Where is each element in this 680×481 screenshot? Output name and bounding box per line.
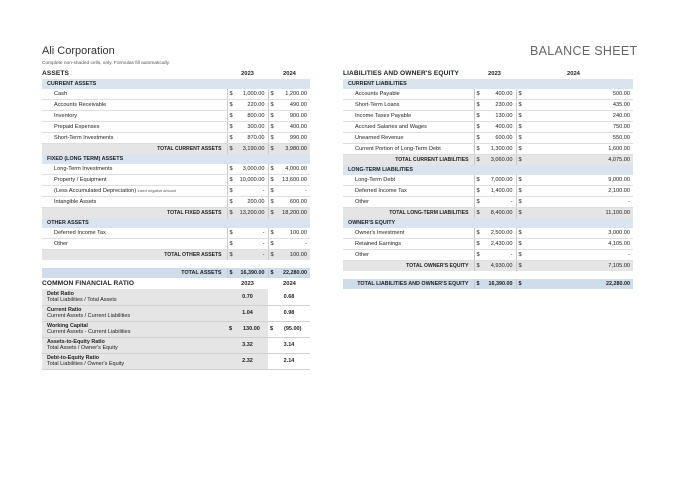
total-current-liabilities-value-2023: 3,060.00 xyxy=(482,155,516,166)
current-asset-currency-2024: $ xyxy=(268,122,276,133)
other-asset-value-2023[interactable]: - xyxy=(235,239,268,250)
total-assets-value-2023: 16,390.00 xyxy=(235,268,268,278)
current-liability-row xyxy=(343,100,633,111)
total-other-assets-label: TOTAL OTHER ASSETS xyxy=(42,250,227,261)
longterm-liability-label-text: Long-Term Debt xyxy=(355,177,396,183)
total-assets-value-2024: 22,280.00 xyxy=(276,268,310,278)
total-fixed-assets-currency-2023: $ xyxy=(227,208,235,219)
other-asset-value-2023[interactable]: - xyxy=(235,228,268,239)
current-asset-row xyxy=(42,100,310,111)
owners-equity-header xyxy=(343,218,633,228)
liabilities-section-title: LIABILITIES AND OWNER'S EQUITY xyxy=(343,70,460,77)
document-title: BALANCE SHEET xyxy=(530,44,638,58)
current-liability-label-text: Accounts Payable xyxy=(355,91,400,97)
ratio-row xyxy=(42,353,310,369)
ratio-name: Assets-to-Equity Ratio xyxy=(47,338,105,345)
total-owners-equity-value-2024: 7,105.00 xyxy=(524,261,633,272)
current-asset-row xyxy=(42,89,310,100)
total-longterm-liabilities-value-2024: 11,100.00 xyxy=(524,208,633,219)
liabilities-year-2023: 2023 xyxy=(488,71,501,77)
current-liability-label xyxy=(343,144,474,155)
longterm-liability-currency-2023: $ xyxy=(474,197,482,208)
ratio-name: Debt-to-Equity Ratio xyxy=(47,354,100,361)
current-asset-label-text: Accounts Receivable xyxy=(54,102,107,108)
current-asset-currency-2024: $ xyxy=(268,89,276,100)
current-liability-row xyxy=(343,111,633,122)
current-asset-label xyxy=(42,89,227,100)
current-assets-header xyxy=(42,79,310,89)
equity-item-label xyxy=(343,239,474,250)
ratio-row xyxy=(42,305,310,321)
total-fixed-assets xyxy=(42,208,310,219)
current-asset-label-text: Short-Term Investments xyxy=(54,135,114,141)
total-current-assets-label: TOTAL CURRENT ASSETS xyxy=(42,144,227,155)
fixed-asset-label xyxy=(42,197,227,208)
equity-item-currency-2023: $ xyxy=(474,250,482,261)
liabilities-table xyxy=(343,79,633,289)
current-asset-label xyxy=(42,122,227,133)
equity-item-currency-2024: $ xyxy=(516,228,524,239)
equity-item-value-2024[interactable]: 4,105.00 xyxy=(524,239,633,250)
current-liability-value-2023[interactable]: 600.00 xyxy=(482,133,516,144)
current-liability-row xyxy=(343,122,633,133)
fixed-asset-currency-2024: $ xyxy=(268,186,276,197)
total-current-assets-currency-2023: $ xyxy=(227,144,235,155)
total-other-assets-value-2024: 100.00 xyxy=(276,250,310,261)
total-longterm-liabilities-currency-2023: $ xyxy=(474,208,482,219)
total-liabilities-and-equity xyxy=(343,279,633,289)
longterm-liabilities-header xyxy=(343,165,633,175)
other-asset-label xyxy=(42,239,227,250)
total-liabilities-and-equity-value-2023: 16,390.00 xyxy=(482,279,516,289)
ratio-value-2024: 2.14 xyxy=(283,358,295,364)
current-liability-value-2024[interactable]: 435.00 xyxy=(524,100,633,111)
ratio-name: Current Ratio xyxy=(47,306,82,313)
longterm-liability-value-2023[interactable]: 7,000.00 xyxy=(482,175,516,186)
ratio-number-2023: 130.00 xyxy=(243,326,260,332)
current-liability-value-2024[interactable]: 240.00 xyxy=(524,111,633,122)
assets-year-2024: 2024 xyxy=(283,71,296,77)
current-asset-label xyxy=(42,133,227,144)
ratio-formula: Current Assets / Current Liabilities xyxy=(47,313,131,319)
ratio-value-2024: 0.68 xyxy=(283,293,295,300)
current-asset-label-text: Cash xyxy=(54,91,68,97)
ratio-value-2023: 3.32 xyxy=(227,337,268,353)
other-asset-currency-2023: $ xyxy=(227,228,235,239)
fixed-asset-value-2024[interactable]: 4,000.00 xyxy=(276,164,310,175)
current-asset-currency-2023: $ xyxy=(227,133,235,144)
ratio-name: Working Capital xyxy=(47,322,88,329)
ratio-value-2023: 1.04 xyxy=(227,305,268,321)
current-liability-currency-2024: $ xyxy=(516,89,524,100)
total-assets-currency-2024: $ xyxy=(268,268,276,278)
ratios-table xyxy=(42,289,310,370)
current-asset-value-2023[interactable]: 1,000.00 xyxy=(235,89,268,100)
fixed-asset-value-2023[interactable]: 10,000.00 xyxy=(235,175,268,186)
total-assets-currency-2023: $ xyxy=(227,268,235,278)
total-other-assets xyxy=(42,250,310,261)
fixed-asset-value-2024[interactable]: - xyxy=(276,186,310,197)
current-asset-currency-2024: $ xyxy=(268,100,276,111)
current-asset-value-2024[interactable]: 400.00 xyxy=(276,122,310,133)
longterm-liability-value-2023[interactable]: 1,400.00 xyxy=(482,186,516,197)
ratio-label xyxy=(42,305,227,321)
fixed-asset-row xyxy=(42,186,310,197)
fixed-asset-currency-2024: $ xyxy=(268,175,276,186)
current-liability-currency-2023: $ xyxy=(474,133,482,144)
fixed-asset-value-2023[interactable]: - xyxy=(235,186,268,197)
ratio-currency-2024: $ xyxy=(270,326,274,332)
current-asset-value-2023[interactable]: 220.00 xyxy=(235,100,268,111)
ratio-value-2023 xyxy=(227,321,268,337)
equity-item-label xyxy=(343,250,474,261)
current-liability-label-text: Short-Term Loans xyxy=(355,102,400,108)
ratios-year-2023: 2023 xyxy=(241,281,254,287)
longterm-liability-row xyxy=(343,186,633,197)
ratio-value-2024: 0.98 xyxy=(283,310,295,316)
fixed-asset-currency-2023: $ xyxy=(227,197,235,208)
fixed-asset-value-2024[interactable]: 600.00 xyxy=(276,197,310,208)
longterm-liability-currency-2023: $ xyxy=(474,175,482,186)
total-current-assets-value-2024: 3,980.00 xyxy=(276,144,310,155)
total-longterm-liabilities xyxy=(343,208,633,219)
other-asset-label xyxy=(42,228,227,239)
fixed-asset-note: insert negative amount xyxy=(137,189,177,193)
total-liabilities-and-equity-currency-2023: $ xyxy=(474,279,482,289)
current-liability-label xyxy=(343,122,474,133)
ratio-formula: Total Liabilities / Total Assets xyxy=(47,296,117,303)
current-liability-value-2023[interactable]: 400.00 xyxy=(482,89,516,100)
instructions-text: Complete non-shaded cells, only. Formulas fill automatically. xyxy=(42,61,171,66)
current-liability-value-2024[interactable]: 550.00 xyxy=(524,133,633,144)
current-asset-currency-2023: $ xyxy=(227,122,235,133)
other-asset-row xyxy=(42,239,310,250)
longterm-liability-label-text: Deferred Income Tax xyxy=(355,188,407,194)
fixed-assets-header-label: FIXED (LONG TERM) ASSETS xyxy=(42,154,310,164)
liabilities-year-2024: 2024 xyxy=(567,71,580,77)
current-liability-value-2024[interactable]: 1,600.00 xyxy=(524,144,633,155)
current-liability-value-2024[interactable]: 500.00 xyxy=(524,89,633,100)
other-asset-currency-2023: $ xyxy=(227,239,235,250)
total-current-liabilities-label: TOTAL CURRENT LIABILITIES xyxy=(343,155,474,166)
current-liability-currency-2024: $ xyxy=(516,133,524,144)
total-fixed-assets-currency-2024: $ xyxy=(268,208,276,219)
current-liabilities-header xyxy=(343,79,633,89)
longterm-liability-label xyxy=(343,186,474,197)
longterm-liability-label-text: Other xyxy=(355,199,369,205)
current-liability-value-2024[interactable]: 750.00 xyxy=(524,122,633,133)
assets-section-title: ASSETS xyxy=(42,70,69,77)
total-assets-label: TOTAL ASSETS xyxy=(42,268,227,278)
current-asset-currency-2023: $ xyxy=(227,100,235,111)
current-liability-currency-2024: $ xyxy=(516,144,524,155)
total-longterm-liabilities-currency-2024: $ xyxy=(516,208,524,219)
total-longterm-liabilities-value-2023: 8,400.00 xyxy=(482,208,516,219)
current-liability-row xyxy=(343,144,633,155)
equity-item-value-2023[interactable]: 2,430.00 xyxy=(482,239,516,250)
equity-item-value-2023[interactable]: 2,500.00 xyxy=(482,228,516,239)
ratio-value-2024 xyxy=(268,321,310,337)
total-owners-equity-currency-2023: $ xyxy=(474,261,482,272)
current-asset-value-2024[interactable]: 990.00 xyxy=(276,133,310,144)
longterm-liability-value-2024[interactable]: 2,100.00 xyxy=(524,186,633,197)
current-liabilities-header-label: CURRENT LIABILITIES xyxy=(343,79,633,89)
longterm-liability-currency-2024: $ xyxy=(516,197,524,208)
current-asset-label xyxy=(42,100,227,111)
equity-item-row xyxy=(343,250,633,261)
fixed-asset-value-2023[interactable]: 3,000.00 xyxy=(235,164,268,175)
current-liability-value-2023[interactable]: 230.00 xyxy=(482,100,516,111)
longterm-liability-row xyxy=(343,175,633,186)
equity-item-row xyxy=(343,239,633,250)
ratio-row xyxy=(42,321,310,337)
fixed-asset-label-text: Intangible Assets xyxy=(54,199,97,205)
other-asset-currency-2024: $ xyxy=(268,228,276,239)
current-asset-currency-2024: $ xyxy=(268,133,276,144)
total-other-assets-currency-2023: $ xyxy=(227,250,235,261)
total-current-assets xyxy=(42,144,310,155)
fixed-asset-currency-2023: $ xyxy=(227,186,235,197)
ratios-year-2024: 2024 xyxy=(283,281,296,287)
assets-year-2023: 2023 xyxy=(241,71,254,77)
equity-item-currency-2024: $ xyxy=(516,250,524,261)
other-assets-header xyxy=(42,218,310,228)
equity-item-row xyxy=(343,228,633,239)
current-liability-value-2023[interactable]: 400.00 xyxy=(482,122,516,133)
current-liability-label-text: Current Portion of Long-Term Debt xyxy=(355,146,441,152)
current-liability-currency-2023: $ xyxy=(474,144,482,155)
total-owners-equity-value-2023: 4,930.00 xyxy=(482,261,516,272)
ratio-value-2023: 0.70 xyxy=(227,289,268,305)
current-asset-row xyxy=(42,133,310,144)
equity-item-value-2023[interactable]: - xyxy=(482,250,516,261)
ratio-formula: Current Assets - Current Liabilities xyxy=(47,329,131,335)
longterm-liability-currency-2024: $ xyxy=(516,186,524,197)
total-current-liabilities-value-2024: 4,075.00 xyxy=(524,155,633,166)
current-liability-currency-2023: $ xyxy=(474,122,482,133)
ratio-label xyxy=(42,321,227,337)
fixed-asset-currency-2024: $ xyxy=(268,197,276,208)
total-owners-equity-currency-2024: $ xyxy=(516,261,524,272)
ratio-name: Debt Ratio xyxy=(47,290,74,297)
current-liability-currency-2023: $ xyxy=(474,100,482,111)
ratio-value-2024: 3.14 xyxy=(283,342,295,348)
longterm-liabilities-header-label: LONG-TERM LIABILITIES xyxy=(343,165,633,175)
equity-item-value-2024[interactable]: 3,000.00 xyxy=(524,228,633,239)
current-asset-label-text: Prepaid Expenses xyxy=(54,124,100,130)
longterm-liability-label xyxy=(343,175,474,186)
current-asset-label xyxy=(42,111,227,122)
total-fixed-assets-label: TOTAL FIXED ASSETS xyxy=(42,208,227,219)
fixed-asset-row xyxy=(42,197,310,208)
company-name: Ali Corporation xyxy=(42,45,115,57)
total-other-assets-value-2023: - xyxy=(235,250,268,261)
longterm-liability-value-2024[interactable]: - xyxy=(524,197,633,208)
longterm-liability-value-2024[interactable]: 9,000.00 xyxy=(524,175,633,186)
current-liability-currency-2023: $ xyxy=(474,111,482,122)
ratio-formula: Total Assets / Owner's Equity xyxy=(47,345,118,351)
current-asset-value-2023[interactable]: 300.00 xyxy=(235,122,268,133)
ratio-label xyxy=(42,353,227,369)
current-asset-currency-2024: $ xyxy=(268,111,276,122)
equity-item-label xyxy=(343,228,474,239)
assets-table xyxy=(42,79,310,278)
other-assets-header-label: OTHER ASSETS xyxy=(42,218,310,228)
fixed-asset-currency-2023: $ xyxy=(227,164,235,175)
current-liability-currency-2024: $ xyxy=(516,122,524,133)
longterm-liability-label xyxy=(343,197,474,208)
equity-item-currency-2023: $ xyxy=(474,228,482,239)
ratio-number-2024: (95.00) xyxy=(284,326,302,332)
total-liabilities-and-equity-currency-2024: $ xyxy=(516,279,524,289)
total-fixed-assets-value-2024: 18,200.00 xyxy=(276,208,310,219)
current-liability-label-text: Income Taxes Payable xyxy=(355,113,412,119)
current-liability-currency-2024: $ xyxy=(516,100,524,111)
total-current-assets-currency-2024: $ xyxy=(268,144,276,155)
current-liability-label-text: Accrued Salaries and Wages xyxy=(355,124,427,130)
current-liability-label xyxy=(343,133,474,144)
ratio-currency-2023: $ xyxy=(229,326,233,332)
current-liability-label xyxy=(343,111,474,122)
other-asset-currency-2024: $ xyxy=(268,239,276,250)
fixed-asset-currency-2023: $ xyxy=(227,175,235,186)
total-current-liabilities xyxy=(343,155,633,166)
total-assets xyxy=(42,268,310,278)
current-asset-value-2023[interactable]: 800.00 xyxy=(235,111,268,122)
current-liability-label xyxy=(343,100,474,111)
ratio-label xyxy=(42,337,227,353)
fixed-asset-label-text: (Less Accumulated Depreciation) xyxy=(54,188,137,194)
current-asset-value-2024[interactable]: 490.00 xyxy=(276,100,310,111)
total-owners-equity xyxy=(343,261,633,272)
longterm-liability-row xyxy=(343,197,633,208)
total-owners-equity-label: TOTAL OWNER'S EQUITY xyxy=(343,261,474,272)
fixed-asset-label xyxy=(42,175,227,186)
equity-item-label-text: Owner's Investment xyxy=(355,230,405,236)
current-liability-value-2023[interactable]: 130.00 xyxy=(482,111,516,122)
fixed-assets-header xyxy=(42,154,310,164)
fixed-asset-value-2024[interactable]: 13,600.00 xyxy=(276,175,310,186)
current-liability-row xyxy=(343,89,633,100)
fixed-asset-currency-2024: $ xyxy=(268,164,276,175)
equity-item-currency-2023: $ xyxy=(474,239,482,250)
ratio-row xyxy=(42,337,310,353)
total-fixed-assets-value-2023: 13,200.00 xyxy=(235,208,268,219)
current-asset-currency-2023: $ xyxy=(227,89,235,100)
fixed-asset-label xyxy=(42,164,227,175)
equity-item-label-text: Other xyxy=(355,252,369,258)
fixed-asset-value-2023[interactable]: 200.00 xyxy=(235,197,268,208)
equity-item-value-2024[interactable]: - xyxy=(524,250,633,261)
current-liability-value-2023[interactable]: 1,300.00 xyxy=(482,144,516,155)
other-asset-row xyxy=(42,228,310,239)
current-assets-header-label: CURRENT ASSETS xyxy=(42,79,310,89)
total-current-liabilities-currency-2023: $ xyxy=(474,155,482,166)
total-current-liabilities-currency-2024: $ xyxy=(516,155,524,166)
current-liability-label xyxy=(343,89,474,100)
total-liabilities-and-equity-label: TOTAL LIABILITIES AND OWNER'S EQUITY xyxy=(343,279,474,289)
ratio-formula: Total Liabilities / Owner's Equity xyxy=(47,361,125,367)
ratio-value-2023: 2.32 xyxy=(227,353,268,369)
current-asset-label-text: Inventory xyxy=(54,113,78,119)
other-asset-label-text: Deferred Income Tax xyxy=(54,230,106,236)
total-current-assets-value-2023: 3,190.00 xyxy=(235,144,268,155)
longterm-liability-currency-2024: $ xyxy=(516,175,524,186)
current-asset-currency-2023: $ xyxy=(227,111,235,122)
equity-item-label-text: Retained Earnings xyxy=(355,241,402,247)
current-liability-row xyxy=(343,133,633,144)
other-asset-label-text: Other xyxy=(54,241,68,247)
ratio-label xyxy=(42,289,227,305)
current-liability-label-text: Unearned Revenue xyxy=(355,135,404,141)
current-asset-row xyxy=(42,111,310,122)
total-other-assets-currency-2024: $ xyxy=(268,250,276,261)
fixed-asset-label-text: Property / Equipment xyxy=(54,177,107,183)
fixed-asset-row xyxy=(42,164,310,175)
fixed-asset-label-text: Long-Term Investments xyxy=(54,166,113,172)
other-asset-value-2024[interactable]: - xyxy=(276,239,310,250)
longterm-liability-value-2023[interactable]: - xyxy=(482,197,516,208)
fixed-asset-row xyxy=(42,175,310,186)
current-asset-row xyxy=(42,122,310,133)
total-longterm-liabilities-label: TOTAL LONG-TERM LIABILITIES xyxy=(343,208,474,219)
total-liabilities-and-equity-value-2024: 22,280.00 xyxy=(524,279,633,289)
current-asset-value-2023[interactable]: 870.00 xyxy=(235,133,268,144)
current-asset-value-2024[interactable]: 1,200.00 xyxy=(276,89,310,100)
current-liability-currency-2023: $ xyxy=(474,89,482,100)
ratios-section-title: COMMON FINANCIAL RATIO xyxy=(42,280,135,287)
current-liability-currency-2024: $ xyxy=(516,111,524,122)
other-asset-value-2024[interactable]: 100.00 xyxy=(276,228,310,239)
current-asset-value-2024[interactable]: 900.00 xyxy=(276,111,310,122)
owners-equity-header-label: OWNER'S EQUITY xyxy=(343,218,633,228)
ratio-row xyxy=(42,289,310,305)
longterm-liability-currency-2023: $ xyxy=(474,186,482,197)
fixed-asset-label xyxy=(42,186,227,197)
equity-item-currency-2024: $ xyxy=(516,239,524,250)
